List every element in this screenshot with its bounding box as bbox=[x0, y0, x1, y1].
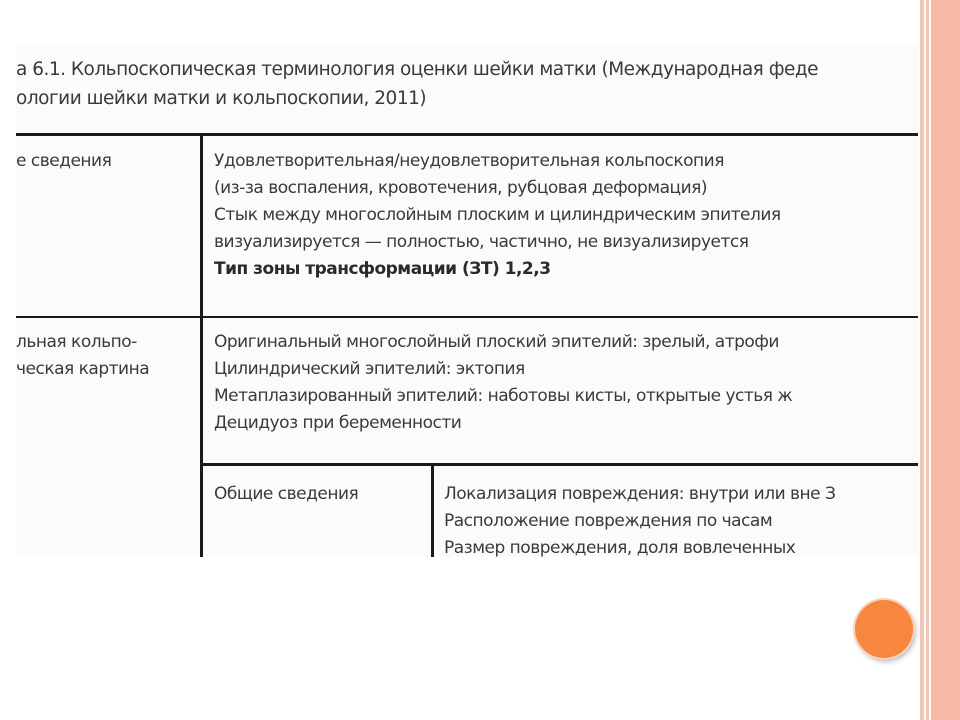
stripe bbox=[931, 0, 960, 720]
row1-right-cell bbox=[214, 148, 781, 283]
row-divider bbox=[202, 463, 918, 466]
row-divider bbox=[16, 316, 918, 318]
cell-line: Децидуоз при беременности bbox=[214, 413, 462, 433]
row2-left-cell bbox=[16, 329, 149, 383]
cell-line: визуализируется — полностью, частично, не визуализируется bbox=[214, 232, 749, 252]
cell-line: Удовлетворительная/неудовлетворительная кольпоскопия bbox=[214, 151, 724, 171]
row2-right-cell bbox=[214, 329, 792, 437]
cell-line: льная кольпо- bbox=[16, 332, 137, 352]
cell-line: (из-за воспаления, кровотечения, рубцовая деформация) bbox=[214, 178, 708, 198]
table-top-rule bbox=[16, 133, 918, 136]
table-caption-line1: а 6.1. Кольпоскопическая терминология оценки шейки матки (Международная феде bbox=[16, 59, 819, 80]
cell-line: Общие сведения bbox=[214, 484, 359, 504]
row3-sub-left-cell bbox=[214, 481, 358, 508]
cell-line: Локализация повреждения: внутри или вне З bbox=[444, 484, 836, 504]
column-divider bbox=[200, 133, 203, 557]
cell-line: Размер повреждения, доля вовлеченных bbox=[444, 538, 796, 557]
scanned-table-image bbox=[16, 45, 918, 557]
cell-line: Цилиндрический эпителий: эктопия bbox=[214, 359, 525, 379]
decorative-side-stripes bbox=[920, 0, 960, 720]
cell-line-bold: Тип зоны трансформации (ЗТ) 1,2,3 bbox=[214, 259, 551, 279]
table-caption-line2: ологии шейки матки и кольпоскопии, 2011) bbox=[16, 88, 427, 109]
cell-line: Метаплазированный эпителий: наботовы кисты, открытые устья ж bbox=[214, 386, 793, 406]
cell-line: Оригинальный многослойный плоский эпителий: зрелый, атрофи bbox=[214, 332, 779, 352]
row1-left-cell bbox=[16, 148, 111, 175]
cell-line: Стык между многослойным плоским и цилиндрическим эпителия bbox=[214, 205, 781, 225]
cell-line: ческая картина bbox=[16, 359, 150, 379]
sub-column-divider bbox=[431, 465, 434, 557]
orange-circle-decoration bbox=[855, 600, 913, 658]
row3-right-cell bbox=[444, 481, 835, 557]
cell-line: Расположение повреждения по часам bbox=[444, 511, 773, 531]
cell-line: е сведения bbox=[16, 151, 112, 171]
